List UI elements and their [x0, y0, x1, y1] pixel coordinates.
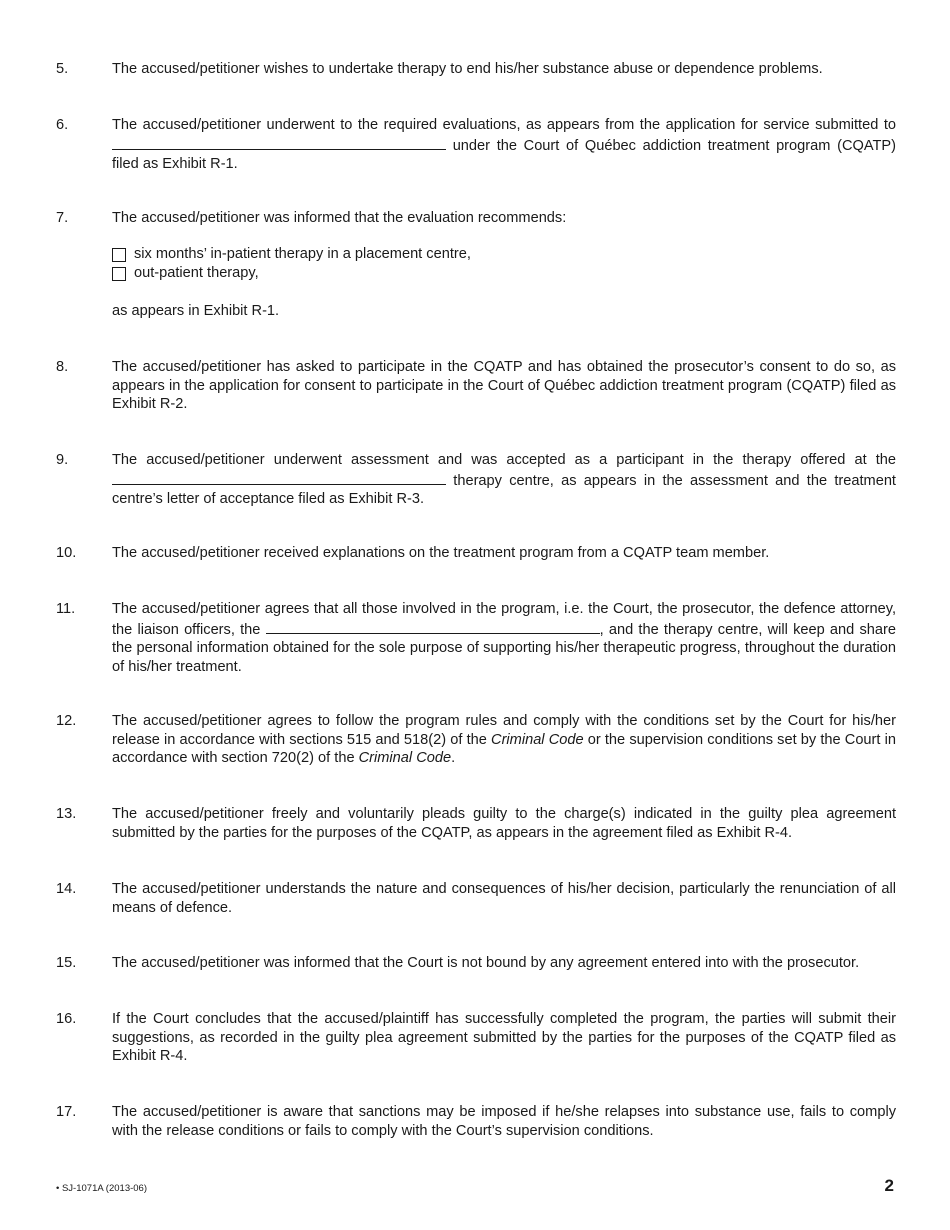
text-segment: The accused/petitioner underwent assessment and was accepted as a participant in the therapy offered at the: [112, 452, 896, 468]
text-segment: or the supervision conditions set by the Court in accordance with section 720(2) of the: [112, 731, 896, 767]
paragraph-number: 13.: [56, 806, 77, 822]
paragraph-text: [112, 451, 896, 509]
text-segment: , and the therapy centre, will keep and share the personal information obtained for the sole purpose of supporting his/her therapeutic progress, throughout the duration of his/her treatment.: [112, 621, 896, 675]
paragraph-number: 16.: [56, 1011, 77, 1027]
criminal-code-reference: Criminal Code: [358, 750, 452, 767]
exhibit-note: [56, 302, 896, 321]
paragraph-number: 6.: [56, 117, 69, 133]
text-segment: The accused/petitioner agrees to follow the program rules and comply with the conditions set by the Court for his/her release in accordance with sections 515 and 518(2) of the: [112, 713, 896, 748]
paragraph-number: 5.: [56, 61, 69, 77]
inpatient-checkbox[interactable]: [112, 248, 126, 262]
option-outpatient: [112, 264, 896, 283]
paragraph-6: [56, 116, 896, 174]
paragraph-11: [56, 600, 896, 676]
paragraph-10: [56, 544, 896, 563]
option-label: out-patient therapy,: [134, 265, 259, 282]
text-segment: under the Court of Québec addiction treatment program (CQATP) filed as Exhibit R-1.: [112, 137, 896, 173]
option-inpatient: [112, 245, 896, 264]
paragraph-number: 8.: [56, 359, 69, 375]
paragraph-text: [112, 600, 896, 676]
paragraph-number: 9.: [56, 452, 69, 468]
paragraph-text: [112, 712, 896, 768]
paragraph-13: [56, 805, 896, 842]
paragraph-text: The accused/petitioner was informed that the evaluation recommends:: [112, 210, 567, 226]
paragraph-number: 17.: [56, 1104, 77, 1120]
paragraph-text: The accused/petitioner was informed that the Court is not bound by any agreement entered into with the prosecutor.: [112, 955, 860, 971]
paragraph-8: [56, 358, 896, 414]
paragraph-12: [56, 712, 896, 768]
paragraph-text: The accused/petitioner understands the nature and consequences of his/her decision, particularly the renunciation of all means of defence.: [112, 881, 896, 916]
paragraph-number: 10.: [56, 545, 77, 561]
paragraph-text: If the Court concludes that the accused/plaintiff has successfully completed the program, the parties will submit their suggestions, as recorded in the guilty plea agreement submitted by the parties for the purposes of the CQATP filed as Exhibit R-4.: [112, 1011, 896, 1065]
recommendation-options: [56, 245, 896, 283]
paragraph-text: The accused/petitioner received explanations on the treatment program from a CQATP team member.: [112, 545, 770, 561]
fill-in-blank-field[interactable]: [266, 619, 600, 634]
fill-in-blank-field[interactable]: [112, 135, 446, 150]
paragraph-17: [56, 1103, 896, 1140]
paragraph-text: The accused/petitioner has asked to participate in the CQATP and has obtained the prosecutor’s consent to do so, as appears in the application for consent to participate in the Court of Québec addiction treatment program (CQATP) filed as Exhibit R-2.: [112, 359, 896, 413]
text-segment: The accused/petitioner agrees that all those involved in the program, i.e. the Court, the prosecutor, the defence attorney, the liaison officers, the: [112, 601, 896, 638]
paragraph-number: 7.: [56, 210, 69, 226]
paragraph-text: The accused/petitioner wishes to undertake therapy to end his/her substance abuse or dependence problems.: [112, 61, 823, 77]
therapy-centre-blank-field[interactable]: [112, 470, 446, 485]
paragraph-5: [56, 60, 896, 79]
text-segment: .: [451, 750, 456, 767]
paragraph-number: 14.: [56, 881, 77, 897]
paragraph-text: as appears in Exhibit R-1.: [112, 303, 280, 319]
paragraph-15: [56, 954, 896, 973]
paragraph-16: [56, 1010, 896, 1066]
page-number: 2: [884, 1176, 894, 1195]
option-label: six months’ in-patient therapy in a placement centre,: [134, 246, 471, 263]
paragraph-text: The accused/petitioner freely and voluntarily pleads guilty to the charge(s) indicated in the guilty plea agreement submitted by the parties for the purposes of the CQATP, as appears in the agreement filed as Exhibit R-4.: [112, 806, 896, 841]
paragraph-14: [56, 880, 896, 917]
paragraph-text: The accused/petitioner is aware that sanctions may be imposed if he/she relapses into substance use, fails to comply with the release conditions or fails to comply with the Court’s supervision conditions.: [112, 1104, 896, 1139]
criminal-code-reference: Criminal Code: [491, 731, 584, 748]
form-code: • SJ-1071A (2013-06): [56, 1183, 147, 1194]
paragraph-7: [56, 209, 896, 228]
paragraph-number: 11.: [56, 601, 76, 617]
text-segment: therapy centre, as appears in the assessment and the treatment centre’s letter of acceptance filed as Exhibit R-3.: [112, 472, 896, 508]
paragraph-number: 15.: [56, 955, 77, 971]
outpatient-checkbox[interactable]: [112, 267, 126, 281]
text-segment: The accused/petitioner underwent to the required evaluations, as appears from the application for service submitted to: [112, 117, 896, 133]
paragraph-9: [56, 451, 896, 509]
paragraph-number: 12.: [56, 713, 77, 729]
paragraph-text: [112, 116, 896, 174]
